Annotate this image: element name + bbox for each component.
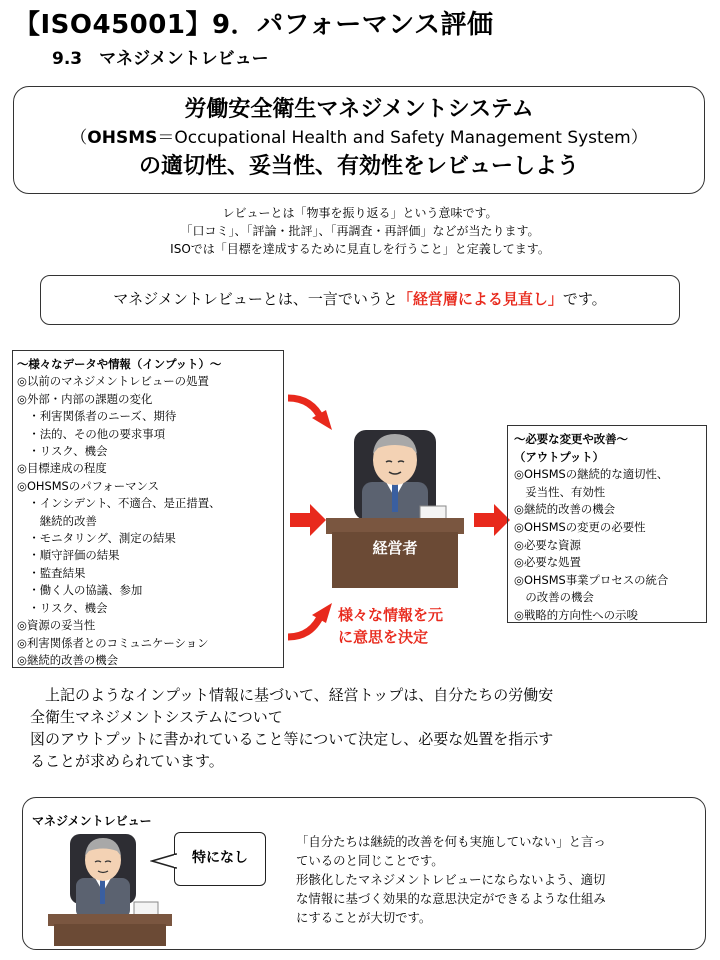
speech-bubble-tail — [150, 852, 178, 870]
summary-suffix: です。 — [562, 290, 607, 308]
input-list-item: ◎OHSMSのパフォーマンス — [17, 478, 159, 493]
input-list-item: ・リスク、機会 — [17, 444, 108, 459]
input-list-item: ◎利害関係者とのコミュニケーション — [17, 635, 209, 650]
desk-label: 経営者 — [372, 539, 418, 557]
input-list-item: ・モニタリング、測定の結果 — [17, 531, 176, 546]
input-list-item: ・利害関係者のニーズ、期待 — [17, 409, 177, 424]
output-heading: ～必要な変更や改善～ — [514, 432, 628, 446]
banner-line-2 — [14, 125, 704, 151]
executive-small-illustration — [48, 828, 178, 946]
output-subheading: （アウトプット） — [514, 449, 604, 464]
banner-line-1: 労働安全衛生マネジメントシステム — [184, 97, 534, 122]
summary-prefix: マネジメントレビューとは、一言でいうと — [113, 290, 398, 308]
speech-bubble: 特になし — [174, 832, 266, 886]
callout-line: にすることが大切です。 — [296, 910, 432, 925]
input-list-item: ・働く人の協議、参加 — [17, 583, 143, 598]
callout-line: 形骸化したマネジメントレビューにならないよう、適切 — [296, 872, 606, 887]
input-list-item: ◎資源の妥当性 — [17, 618, 96, 633]
paragraph-line: 上記のようなインプット情報に基づいて、経営トップは、自分たちの労働安 — [30, 686, 554, 704]
definition-line: 「口コミ」、「評論・批評」、「再調査・再評価」などが当たります。 — [180, 224, 540, 238]
input-arrow-bottom — [282, 595, 342, 645]
output-list-item: ◎OHSMS事業プロセスの統合 — [514, 572, 669, 587]
summary-box — [40, 275, 680, 325]
input-heading: ～様々なデータや情報（インプット）～ — [17, 357, 222, 371]
output-list-item: ◎継続的改善の機会 — [514, 502, 616, 517]
output-box — [507, 425, 707, 623]
bottom-callout-title: マネジメントレビュー — [32, 814, 152, 828]
paragraph-line: ることが求められています。 — [30, 752, 224, 770]
output-list — [514, 466, 700, 624]
input-list-item: ◎目標達成の程度 — [17, 461, 107, 476]
definition-line: ISOでは「目標を達成するために見直しを行うこと」と定義してます。 — [170, 242, 550, 256]
input-box — [12, 350, 284, 668]
decision-line: 様々な情報を元 — [338, 606, 444, 624]
section-subtitle: 9.3 マネジメントレビュー — [52, 49, 269, 69]
page-title: 【ISO45001】9．パフォーマンス評価 — [14, 10, 494, 40]
output-arrow — [472, 500, 512, 540]
definition-line: レビューとは「物事を振り返る」という意味です。 — [222, 206, 498, 220]
input-list-item: ・リスク、機会 — [17, 600, 108, 615]
summary-highlight: 「経営層による見直し」 — [397, 290, 563, 308]
output-list-item: ◎必要な処置 — [514, 555, 581, 570]
callout-line: 「自分たちは継続的改善を何も実施していない」と言っ — [296, 834, 606, 849]
input-list-item: ・インシデント、不適合、是正措置、 — [17, 496, 221, 511]
paragraph-line: 図のアウトプットに書かれていること等について決定し、必要な処置を指示す — [30, 730, 554, 748]
bottom-callout-text — [296, 832, 696, 927]
callout-line: な情報に基づく効果的な意思決定ができるような仕組み — [296, 891, 606, 906]
callout-line: ているのと同じことです。 — [296, 853, 444, 868]
decision-caption — [338, 604, 443, 648]
input-list-item: ◎継続的改善の機会 — [17, 652, 119, 667]
input-list-item: ・監査結果 — [17, 565, 86, 580]
input-list-item: ◎以前のマネジメントレビューの処置 — [17, 374, 209, 389]
banner-line-3: の適切性、妥当性、有効性をレビューしよう — [138, 154, 579, 179]
review-definition — [0, 204, 720, 258]
output-list-item: ◎OHSMSの変更の必要性 — [514, 519, 646, 534]
paragraph-line: 全衛生マネジメントシステムについて — [30, 708, 283, 726]
output-list-item: ◎OHSMSの継続的な適切性、 — [514, 467, 669, 482]
banner-ohsms-expansion: ＝Occupational Health and Safety Management System） — [157, 128, 648, 148]
input-list-item: ・順守評価の結果 — [17, 548, 120, 563]
decision-line: に意思を決定 — [338, 628, 429, 646]
output-list-item: 妥当性、有効性 — [514, 484, 606, 499]
output-list-item: ◎戦略的方向性への示唆 — [514, 607, 638, 622]
output-list-item: ◎必要な資源 — [514, 537, 581, 552]
banner-paren: （ — [70, 128, 88, 148]
executive-illustration — [320, 420, 470, 590]
banner-ohsms: OHSMS — [87, 128, 158, 148]
input-list-item: ・法的、その他の要求事項 — [17, 426, 166, 441]
input-list — [17, 373, 279, 669]
input-list-item: 継続的改善 — [17, 513, 97, 528]
topic-banner — [13, 86, 705, 194]
explanation-paragraph — [30, 684, 700, 772]
input-list-item: ◎外部・内部の課題の変化 — [17, 391, 153, 406]
output-list-item: の改善の機会 — [514, 590, 594, 605]
